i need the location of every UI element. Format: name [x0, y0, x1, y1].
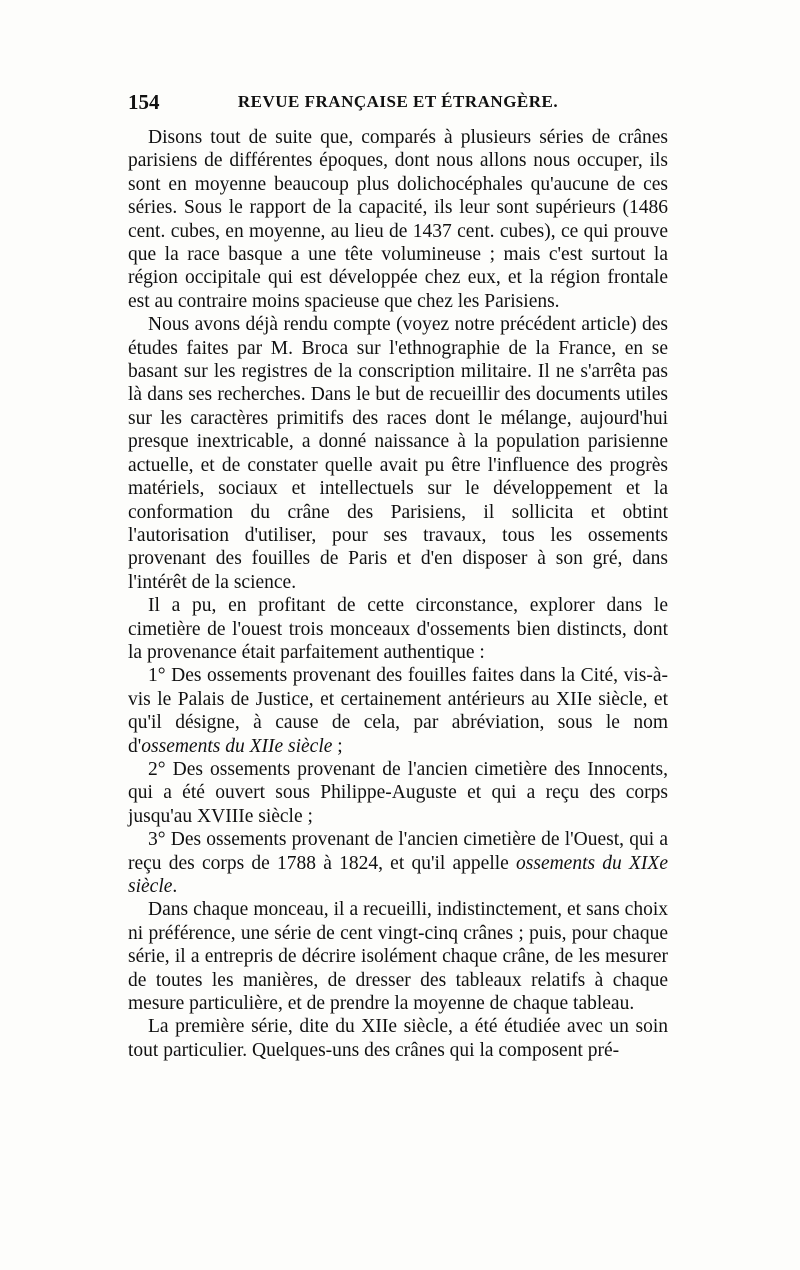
paragraph-cranial-comparison: Disons tout de suite que, comparés à plusieurs séries de crânes parisiens de différentes époques, dont nous allons nous occuper, ils sont en moyenne beaucoup plus dolichocéphales qu'aucune de ces séries. Sous le rapport de la capacité, ils leur sont supérieurs (1486 cent. cubes, en moyenne, au lieu de 1437 cent. cubes), ce qui prouve que la race basque a une tête volumineuse ; mais c'est surtout la région occipitale qui est développée chez eux, et la région frontale est au contraire moins spacieuse que chez les Parisiens.: [128, 127, 668, 312]
item-three-end: .: [172, 876, 178, 897]
item-three-italic: ossements du XIXe siècle: [128, 852, 668, 897]
paragraph-item-one: [128, 664, 668, 758]
paragraph-ossuary-exploration: Il a pu, en profitant de cette circonstance, explorer dans le cimetière de l'ouest trois monceaux d'ossements bien distincts, dont la provenance était parfaitement authentique :: [128, 595, 668, 663]
running-head: [128, 90, 668, 114]
body-text: [128, 126, 668, 1062]
item-one-end: ;: [332, 735, 343, 757]
paragraph-item-three: [128, 828, 668, 898]
page-number: 154: [128, 90, 160, 114]
item-three-text: 3° Des ossements provenant de l'ancien cimetière de l'Ouest, qui a reçu des corps de 1788 à 1824, et qu'il appelle: [128, 829, 668, 874]
item-one-italic: ossements du XIIe siècle: [141, 735, 333, 757]
paragraph-item-two: 2° Des ossements provenant de l'ancien cimetière des Innocents, qui a été ouvert sous Philippe-Auguste et qui a reçu des corps jusqu'au XVIIIe siècle ;: [128, 758, 668, 827]
paragraph-series-method: Dans chaque monceau, il a recueilli, indistinctement, et sans choix ni préférence, une série de cent vingt-cinq crânes ; puis, pour chaque série, il a entrepris de décrire isolément chaque crâne, de les mesurer de toutes les manières, de dresser des tableaux relatifs à chaque mesure particulière, et de prendre la moyenne de chaque tableau.: [128, 899, 668, 1015]
journal-title: REVUE FRANÇAISE ET ÉTRANGÈRE.: [237, 92, 559, 111]
paragraph-first-series: La première série, dite du XIIe siècle, a été étudiée avec un soin tout particulier. Quelques-uns des crânes qui la composent pré-: [128, 1016, 668, 1061]
paragraph-broca-studies: Nous avons déjà rendu compte (voyez notre précédent article) des études faites par M. Broca sur l'ethnographie de la France, en se basant sur les registres de la conscription militaire. Il ne s'arrêta pas là dans ses recherches. Dans le but de recueillir des documents utiles sur les caractères primitifs des races dont le mélange, aujourd'hui presque inextricable, a donné naissance à la population parisienne actuelle, et de constater quelle avait pu être l'influence des progrès matériels, sociaux et intellectuels sur le développement et la conformation du crâne des Parisiens, il sollicita et obtint l'autorisation d'utiliser, pour ses travaux, tous les ossements provenant des fouilles de Paris et d'en disposer à son gré, dans l'intérêt de la science.: [128, 314, 668, 593]
item-one-text: 1° Des ossements provenant des fouilles faites dans la Cité, vis-à-vis le Palais de Justice, et certainement antérieurs au XIIe siècle, et qu'il désigne, à cause de cela, par abréviation, sous le nom d': [128, 665, 668, 757]
